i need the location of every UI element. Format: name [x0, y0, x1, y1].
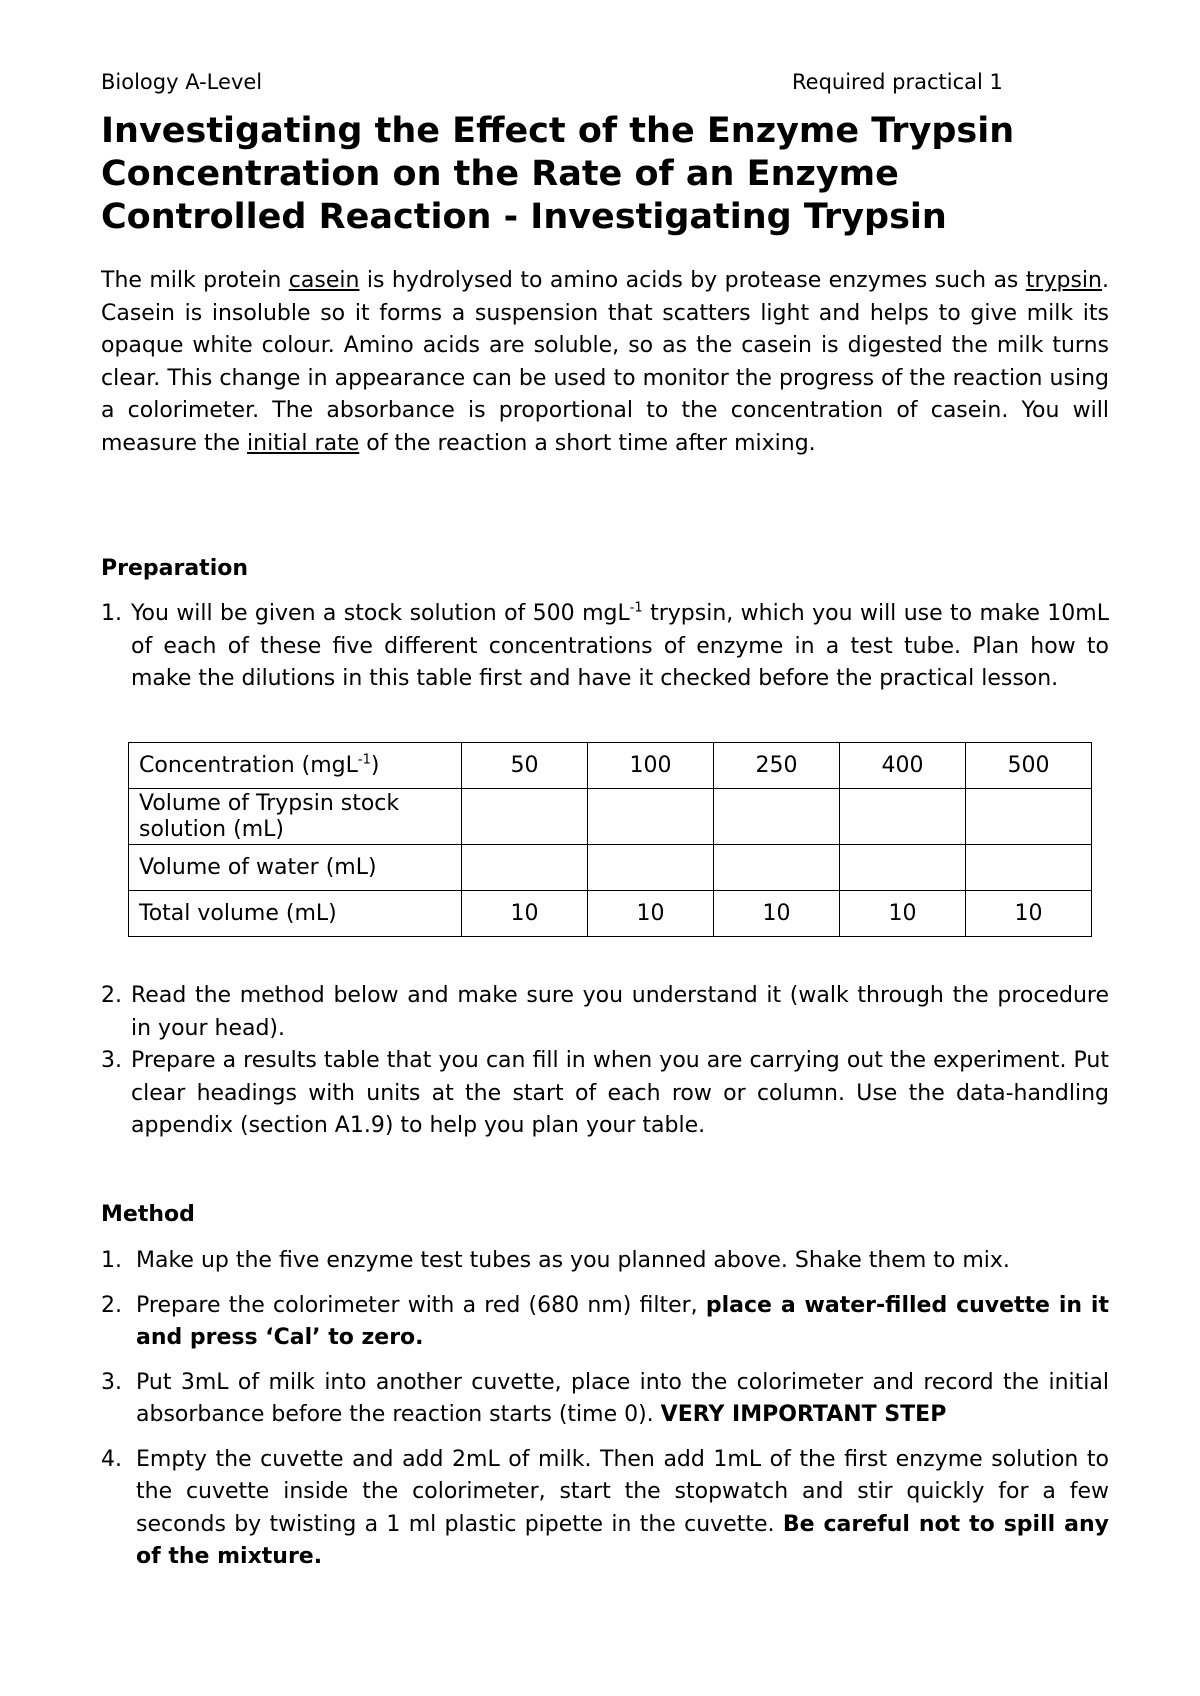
- intro-text: is hydrolysed to amino acids by protease enzymes such as: [359, 268, 1026, 293]
- list-text-bold: VERY IMPORTANT STEP: [660, 1402, 947, 1427]
- table-row-label: Total volume (mL): [129, 891, 462, 937]
- list-item: [101, 598, 1109, 696]
- table-cell: 10: [588, 891, 714, 937]
- list-number: 1.: [101, 601, 122, 626]
- list-item: [101, 1444, 1109, 1574]
- table-cell: [966, 845, 1092, 891]
- preparation-list-part2: [101, 980, 1109, 1143]
- table-row-label: [129, 743, 462, 789]
- table-cell: [966, 789, 1092, 845]
- header-practical-number: Required practical 1: [792, 70, 1003, 94]
- list-item: [101, 1367, 1109, 1432]
- table-cell: [462, 789, 588, 845]
- list-item: [101, 1245, 1109, 1278]
- list-number: 3.: [101, 1369, 122, 1395]
- table-row: [129, 789, 1092, 845]
- label-text: Concentration (mgL: [139, 752, 358, 778]
- list-text: Prepare a results table that you can fill in when you are carrying out the experiment. Put clear headings with units at the start of each row or column. Use the data-handling appendix (section A1.9) to help you plan your table.: [131, 1048, 1109, 1138]
- intro-text: of the reaction a short time after mixing.: [359, 430, 816, 456]
- table-cell: 10: [840, 891, 966, 937]
- intro-text: The milk protein: [101, 268, 289, 293]
- table-cell: 400: [840, 743, 966, 789]
- list-item: [101, 980, 1109, 1045]
- table-cell: [588, 845, 714, 891]
- table-row-label: Volume of Trypsin stock solution (mL): [129, 789, 462, 845]
- table-cell: 10: [966, 891, 1092, 937]
- superscript: -1: [357, 752, 371, 768]
- list-text-bold: place a water-filled cuvette in it and press ‘Cal’ to zero.: [136, 1292, 1109, 1350]
- table-cell: 10: [714, 891, 840, 937]
- table-cell: 100: [588, 743, 714, 789]
- intro-underline-trypsin: trypsin: [1025, 268, 1102, 293]
- table-cell: 10: [462, 891, 588, 937]
- dilution-table: [128, 742, 1092, 937]
- list-text: Put 3mL of milk into another cuvette, place into the colorimeter and record the initial absorbance before the reaction starts (time 0).: [136, 1369, 1109, 1427]
- superscript: -1: [629, 600, 643, 616]
- list-number: 4.: [101, 1446, 122, 1472]
- list-text-bold: Be careful not to spill any of the mixture.: [136, 1511, 1109, 1569]
- table-cell: 500: [966, 743, 1092, 789]
- table-row: [129, 891, 1092, 937]
- list-item: [101, 1290, 1109, 1355]
- table-cell: [462, 845, 588, 891]
- method-list: [101, 1245, 1109, 1586]
- list-number: 1.: [101, 1248, 122, 1273]
- list-text: Make up the five enzyme test tubes as you planned above. Shake them to mix.: [136, 1248, 1010, 1273]
- intro-underline-casein: casein: [288, 268, 360, 293]
- list-number: 2.: [101, 1292, 122, 1318]
- list-text: Read the method below and make sure you understand it (walk through the procedure in your head).: [131, 983, 1109, 1041]
- table-cell: [840, 789, 966, 845]
- table-row: [129, 845, 1092, 891]
- header-subject: Biology A-Level: [101, 70, 263, 94]
- intro-text: . Casein is insoluble so it forms a suspension that scatters light and helps to give milk its opaque white colour. Amino acids are soluble, so as the casein is digested the milk turns clear. This change in appearance can be used to monitor the progress of the reaction using a colorimeter. The absorbance is proportional to the concentration of casein. You will measure the: [101, 268, 1109, 456]
- method-heading: Method: [101, 1202, 195, 1227]
- list-number: 3.: [101, 1048, 122, 1073]
- table-cell: [840, 845, 966, 891]
- list-text: trypsin, which you will use to make 10mL of each of these five different concentrations of enzyme in a test tube. Plan how to make the dilutions in this table first and have it checked before the practical lesson.: [131, 601, 1109, 691]
- preparation-heading: Preparation: [101, 556, 249, 581]
- list-text: Prepare the colorimeter with a red (680 nm) filter,: [136, 1292, 706, 1318]
- table-cell: 250: [714, 743, 840, 789]
- list-text: Empty the cuvette and add 2mL of milk. Then add 1mL of the first enzyme solution to the cuvette inside the colorimeter, start the stopwatch and stir quickly for a few seconds by twisting a 1 ml plastic pipette in the cuvette.: [136, 1446, 1109, 1537]
- table-cell: [588, 789, 714, 845]
- intro-underline-initial-rate: initial rate: [247, 430, 360, 456]
- list-item: [101, 1045, 1109, 1143]
- table-cell: [714, 845, 840, 891]
- table-cell: 50: [462, 743, 588, 789]
- preparation-list-part1: [101, 598, 1109, 696]
- table-cell: [714, 789, 840, 845]
- page-title: Investigating the Effect of the Enzyme Trypsin Concentration on the Rate of an Enzyme Controlled Reaction - Investigating Trypsin: [101, 111, 1015, 237]
- table-row: [129, 743, 1092, 789]
- intro-paragraph: [101, 265, 1109, 460]
- label-text: ): [370, 752, 380, 778]
- table-row-label: Volume of water (mL): [129, 845, 462, 891]
- list-number: 2.: [101, 983, 122, 1008]
- list-text: You will be given a stock solution of 500 mgL: [131, 601, 630, 626]
